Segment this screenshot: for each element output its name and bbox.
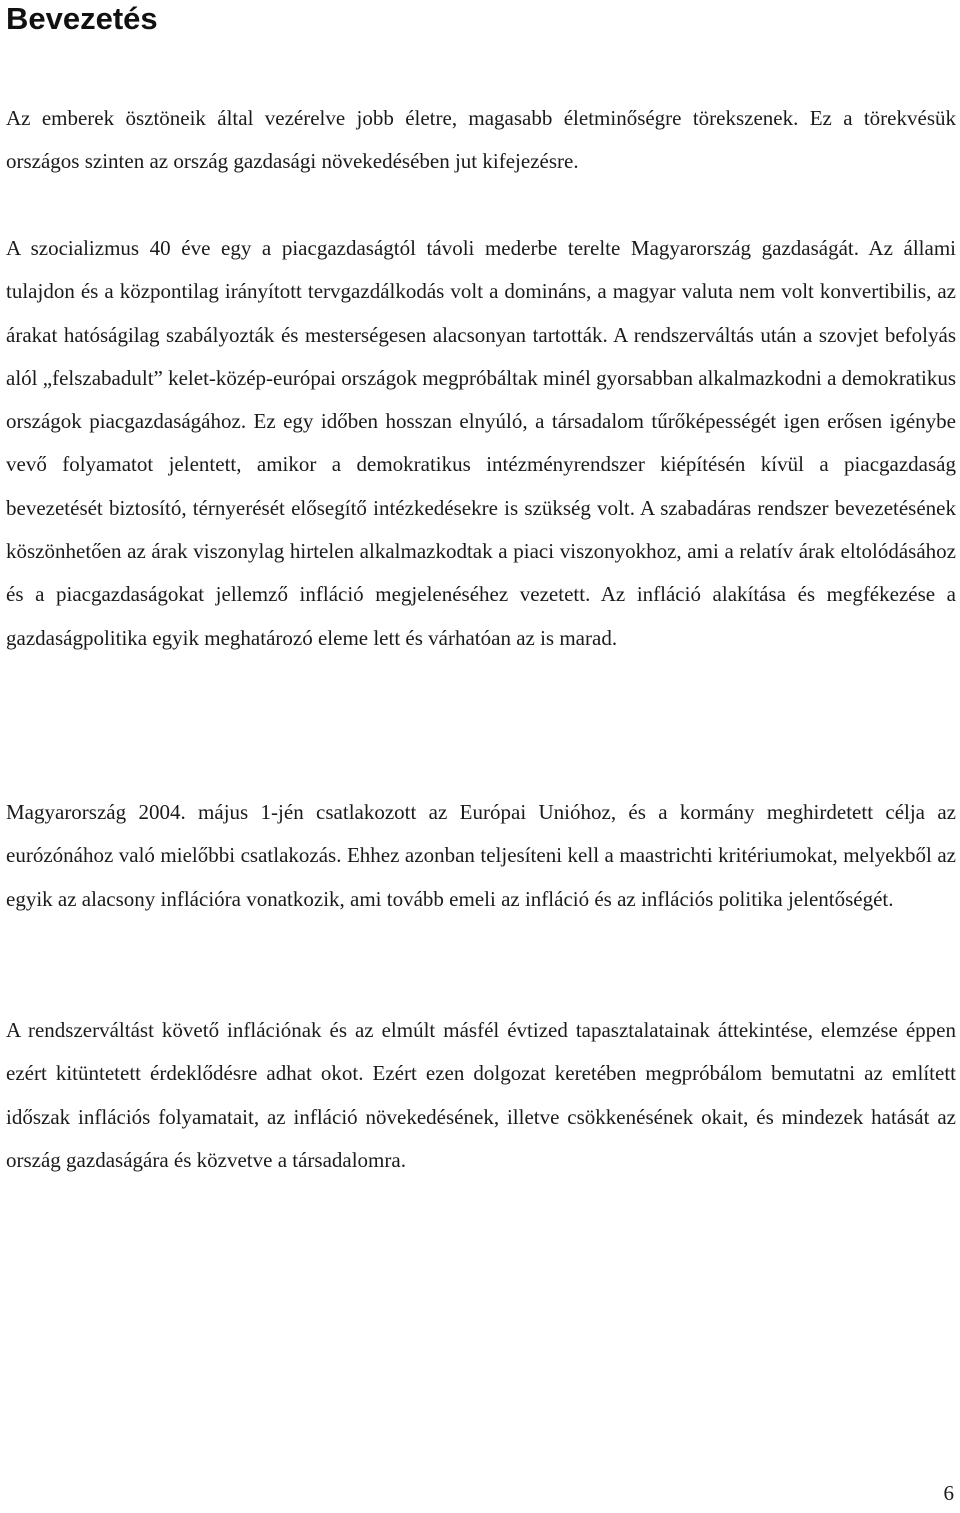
paragraph-1: Az emberek ösztöneik által vezérelve jobb életre, magasabb életminőségre törekszenek. Ez a törekvésük országos szinten az ország gazdasági növekedésében jut kifejezésre. — [6, 106, 956, 174]
section-heading: Bevezetés — [6, 1, 158, 36]
paragraph-3: Magyarország 2004. május 1-jén csatlakozott az Európai Unióhoz, és a kormány meghirdetett célja az eurózónához való mielőbbi csatlakozás. Ehhez azonban teljesíteni kell a maastrichti kritériumokat, melyekből az egyik az alacsony inflációra vonatkozik, ami tovább emeli az infláció és az inflációs politika jelentőségét. — [6, 800, 956, 911]
page-number: 6 — [943, 1481, 954, 1505]
paragraph-4: A rendszerváltást követő inflációnak és az elmúlt másfél évtized tapasztalatainak áttekintése, elemzése éppen ezért kitüntetett érdeklődésre adhat okot. Ezért ezen dolgozat keretében megpróbálom bemutatni az említett időszak inflációs folyamatait, az infláció növekedésének, illetve csökkenésének okait, és mindezek hatását az ország gazdaságára és közvetve a társadalomra. — [6, 1018, 956, 1172]
paragraph-2: A szocializmus 40 éve egy a piacgazdaságtól távoli mederbe terelte Magyarország gazdaságát. Az állami tulajdon és a központilag irányított tervgazdálkodás volt a domináns, a magyar valuta nem volt konvertibilis, az árakat hatóságilag szabályozták és mesterségesen alacsonyan tartották. A rendszerváltás után a szovjet befolyás alól „felszabadult” kelet-közép-európai országok megpróbáltak minél gyorsabban alkalmazkodni a demokratikus országok piacgazdaságához. Ez egy időben hosszan elnyúló, a társadalom tűrőképességét igen erősen igénybe vevő folyamatot jelentett, amikor a demokratikus intézményrendszer kiépítésén kívül a piacgazdaság bevezetését biztosító, térnyerését elősegítő intézkedésekre is szükség volt. A szabadáras rendszer bevezetésének köszönhetően az árak viszonylag hirtelen alkalmazkodtak a piaci viszonyokhoz, ami a relatív árak eltolódásához és a piacgazdaságokat jellemző infláció megjelenéséhez vezetett. Az infláció alakítása és megfékezése a gazdaságpolitika egyik meghatározó eleme lett és várhatóan az is marad. — [6, 236, 956, 650]
